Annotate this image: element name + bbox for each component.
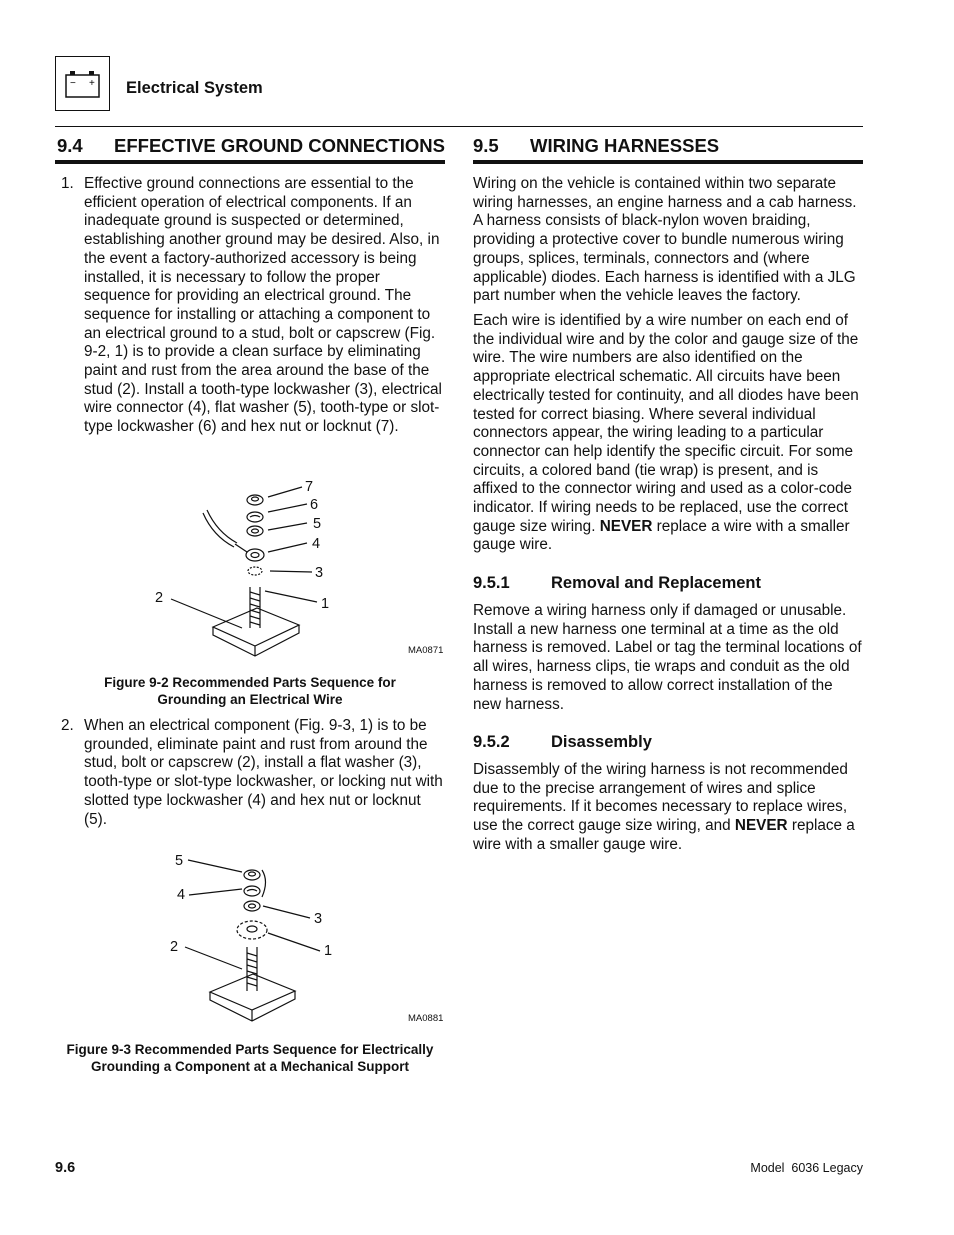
subsection-number: 9.5.2 <box>473 733 510 751</box>
component-hole <box>247 926 257 932</box>
section-9-5-heading <box>473 135 719 157</box>
flat-washer-hole <box>252 529 259 533</box>
paragraph-disassembly <box>473 761 863 855</box>
caption-line: Grounding an Electrical Wire <box>157 692 343 707</box>
list-text: When an electrical component (Fig. 9-3, 1) is to be grounded, eliminate paint and rust from around the stud, bolt or capscrew (2), install a flat washer (3), tooth-type or slot-type lockwasher, or locking nut with slotted type lockwasher (4) and hex nut or locknut (5). <box>84 717 443 828</box>
leader-line-4 <box>268 543 307 552</box>
caption-line: Figure 9-2 Recommended Parts Sequence for <box>104 675 396 690</box>
leader-line-3 <box>270 571 312 572</box>
callout-4: 4 <box>177 887 186 903</box>
list-number: 2. <box>61 717 74 734</box>
tooth-lockwasher <box>248 567 262 575</box>
paragraph-wire-identification <box>473 312 863 555</box>
figure-9-2-illustration <box>155 470 455 662</box>
lockwasher-split <box>247 890 257 892</box>
section-rule <box>55 160 445 164</box>
list-number: 1. <box>61 175 74 192</box>
subsection-title: Removal and Replacement <box>551 574 761 592</box>
subsection-title: Disassembly <box>551 733 652 751</box>
flat-washer-hole <box>249 904 256 908</box>
flat-washer <box>244 901 260 911</box>
paragraph-text: replace a wire with a smaller gauge wire. <box>473 517 850 554</box>
chapter-title: Electrical System <box>126 79 263 97</box>
callout-3: 3 <box>315 565 324 581</box>
section-rule <box>473 160 863 164</box>
callout-4: 4 <box>312 536 321 552</box>
flat-washer <box>247 526 263 536</box>
hex-nut-hole <box>252 497 259 501</box>
section-number: 9.4 <box>57 135 83 156</box>
callout-7: 7 <box>305 479 314 495</box>
callout-2: 2 <box>170 939 179 955</box>
emphasis-never: NEVER <box>599 517 653 535</box>
figure-9-3-caption <box>55 1041 445 1075</box>
list-item-1 <box>61 175 446 437</box>
leader-line-3 <box>263 906 310 918</box>
callout-3: 3 <box>314 911 323 927</box>
wire <box>207 510 237 543</box>
stud-threads <box>247 953 257 986</box>
header-rule <box>55 126 863 127</box>
wire-connector-hole <box>251 553 259 558</box>
battery-icon-box <box>55 56 110 111</box>
lockwasher-top <box>247 512 263 522</box>
hex-nut-hole <box>249 872 256 876</box>
leader-line-6 <box>268 504 307 512</box>
paragraph-text: replace a wire with a smaller gauge wire. <box>473 817 855 853</box>
callout-5: 5 <box>313 516 322 532</box>
grouping-bracket <box>262 870 266 897</box>
callout-5: 5 <box>175 853 184 869</box>
section-title: EFFECTIVE GROUND CONNECTIONS <box>114 135 445 156</box>
section-9-4-heading <box>57 135 445 157</box>
battery-minus-sign: − <box>70 78 76 89</box>
leader-line-7 <box>268 487 302 497</box>
subsection-number: 9.5.1 <box>473 574 510 592</box>
base-plate-edge <box>213 625 299 656</box>
wire-connector-barrel <box>235 544 247 552</box>
paragraph-text: Each wire is identified by a wire number on each end of the individual wire and by the color and gauge size of the wire. The wire numbers are also identified on the appropriate electrical schematic. All circuits have been electrically tested for continuity, and all diodes have been tested for correct biasing. Where several individual connectors appear, the wiring leading to a particular connector can help identify the specific circuit. For some circuits, a colored band (tie wrap) is present, and is affixed to the connector wiring and used as a color-code indicator. If wiring needs to be replaced, use the correct gauge size wiring. <box>473 312 859 535</box>
figure-9-3-illustration <box>165 845 455 1027</box>
leader-line-5 <box>268 523 307 530</box>
callout-6: 6 <box>310 497 319 513</box>
leader-line-2 <box>185 947 242 969</box>
figure-code: MA0871 <box>408 645 444 656</box>
model-name: Model 6036 Legacy <box>750 1161 863 1175</box>
wire-connector <box>246 549 264 561</box>
battery-icon <box>56 57 108 109</box>
paragraph-text: Disassembly of the wiring harness is not recommended due to the precise arrangement of wires and splice requirements. If it becomes necessary to replace wires, use the correct gauge size wiring, and <box>473 761 848 835</box>
caption-line: Grounding a Component at a Mechanical Support <box>90 1059 409 1074</box>
subsection-9-5-1-heading <box>473 574 761 593</box>
figure-code: MA0881 <box>408 1013 444 1024</box>
list-text: Effective ground connections are essential to the efficient operation of electrical components. If an inadequate ground is suspected or determined, establishing another ground may be desired. Also, in the event a factory-authorized accessory is being installed, it is necessary to follow the proper sequence for providing an electrical ground. The sequence for installing or attaching a component to an electrical ground to a stud, bolt or capscrew (Fig. 9-2, 1) is to provide a clean surface by eliminating paint and rust from the area around the base of the stud (2). Install a tooth-type lockwasher (3), electrical wire connector (4), flat washer (5), tooth-type or slot-type lockwasher (6) and hex nut or locknut (7). <box>84 175 442 436</box>
component <box>237 921 267 939</box>
callout-2: 2 <box>155 590 164 606</box>
emphasis-never: NEVER <box>734 817 788 835</box>
leader-line-2 <box>171 599 242 628</box>
subsection-9-5-2-heading <box>473 733 652 752</box>
battery-plus-sign: + <box>89 78 95 89</box>
leader-line-1 <box>268 933 320 951</box>
lockwasher-split <box>250 516 260 518</box>
lockwasher <box>244 886 260 896</box>
caption-line: Figure 9-3 Recommended Parts Sequence for Electrically <box>66 1042 434 1057</box>
section-number: 9.5 <box>473 135 499 156</box>
callout-1: 1 <box>324 943 333 959</box>
figure-9-2-caption <box>55 674 445 708</box>
paragraph-removal: Remove a wiring harness only if damaged or unusable. Install a new harness one terminal at a time as the old harness is removed. Label or tag the terminal locations of all wires, harness clips, tie wraps and conduit as the old harness is removed to allow correct installation of the new harness. <box>473 602 862 713</box>
page-number: 9.6 <box>55 1160 76 1176</box>
callout-1: 1 <box>321 596 330 612</box>
leader-line-1 <box>265 591 317 602</box>
leader-line-5 <box>188 860 242 872</box>
base-plate <box>210 974 295 1010</box>
leader-line-4 <box>189 889 242 895</box>
wire <box>203 513 234 547</box>
section-title: WIRING HARNESSES <box>530 135 720 156</box>
list-item-2 <box>61 717 446 829</box>
paragraph-intro: Wiring on the vehicle is contained within two separate wiring harnesses, an engine harness and a cab harness. A harness consists of black-nylon woven braiding, providing a protective cover to bundle numerous wiring groups, splices, terminals, connectors and (where applicable) diodes. Each harness is identified with a JLG part number when the vehicle leaves the factory. <box>473 175 857 305</box>
